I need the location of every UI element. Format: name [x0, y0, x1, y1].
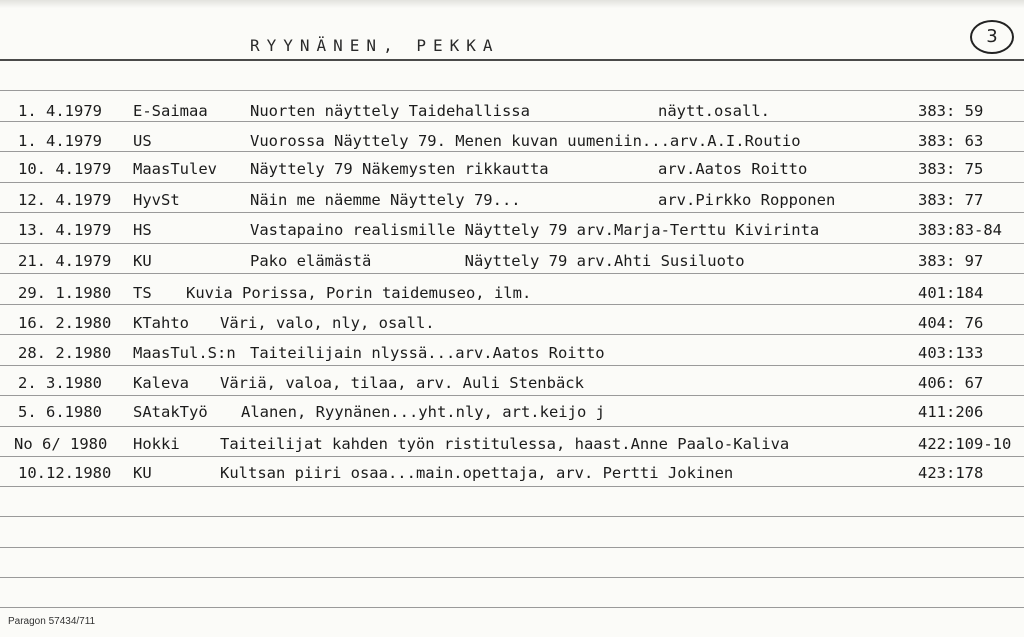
- entry-date: 16. 2.1980: [18, 314, 112, 332]
- entry-title: Taiteilijain nlyssä...arv.Aatos Roitto: [250, 344, 605, 362]
- entry-ref: 406: 67: [918, 374, 984, 392]
- entry-title: Kuvia Porissa, Porin taidemuseo, ilm.: [186, 284, 532, 302]
- entry-source: Hokki: [133, 435, 180, 453]
- entry-row: [0, 458, 1024, 488]
- entry-title: Väriä, valoa, tilaa, arv. Auli Stenbäck: [220, 374, 584, 392]
- entry-date: 12. 4.1979: [18, 191, 112, 209]
- entry-row: [0, 246, 1024, 276]
- entry-row: [0, 308, 1024, 338]
- entry-row: [0, 185, 1024, 215]
- entry-source: TS: [133, 284, 152, 302]
- entry-ref: 383: 97: [918, 252, 984, 270]
- entry-row: [0, 368, 1024, 398]
- card-header-name: RYYNÄNEN, PEKKA: [250, 36, 500, 55]
- entry-source: MaasTul.S:n: [133, 344, 236, 362]
- entry-ref: 383: 75: [918, 160, 984, 178]
- entry-date: 5. 6.1980: [18, 403, 102, 421]
- entry-row: [0, 338, 1024, 368]
- entry-date: 21. 4.1979: [18, 252, 112, 270]
- rule-line: [0, 516, 1024, 517]
- entry-title: Näin me näemme Näyttely 79...: [250, 191, 521, 209]
- entry-ref: 423:178: [918, 464, 984, 482]
- entry-ref: 401:184: [918, 284, 984, 302]
- entry-source: Kaleva: [133, 374, 189, 392]
- form-code: Paragon 57434/711: [8, 616, 96, 627]
- entry-title: Näyttely 79 Näkemysten rikkautta: [250, 160, 549, 178]
- entry-ref: 383: 77: [918, 191, 984, 209]
- entry-title: Taiteilijat kahden työn ristitulessa, haast.Anne Paalo-Kaliva: [220, 435, 790, 453]
- entry-title: Vastapaino realismille Näyttely 79 arv.Marja-Terttu Kivirinta: [250, 221, 820, 239]
- entry-source: KU: [133, 252, 152, 270]
- entry-source: MaasTulev: [133, 160, 217, 178]
- entry-date: 13. 4.1979: [18, 221, 112, 239]
- rule-line: [0, 607, 1024, 608]
- entry-title: Alanen, Ryynänen...yht.nly, art.keijo j: [241, 403, 605, 421]
- entry-note: arv.Pirkko Ropponen: [658, 191, 836, 209]
- entry-source: US: [133, 132, 152, 150]
- entry-source: HS: [133, 221, 152, 239]
- header-rule: [0, 59, 1024, 61]
- entry-ref: 422:109-10: [918, 435, 1012, 453]
- entry-note: arv.Aatos Roitto: [658, 160, 808, 178]
- entry-note: näytt.osall.: [658, 102, 770, 120]
- entry-date: 2. 3.1980: [18, 374, 102, 392]
- entry-title: Vuorossa Näyttely 79. Menen kuvan uumeniin...arv.A.I.Routio: [250, 132, 801, 150]
- rule-line: [0, 547, 1024, 548]
- entry-date: 28. 2.1980: [18, 344, 112, 362]
- card-number-circle: 3: [970, 20, 1014, 54]
- entry-date: 10. 4.1979: [18, 160, 112, 178]
- entry-source: HyvSt: [133, 191, 180, 209]
- entry-ref: 383:83-84: [918, 221, 1002, 239]
- entry-ref: 383: 63: [918, 132, 984, 150]
- entry-title: Kultsan piiri osaa...main.opettaja, arv. Pertti Jokinen: [220, 464, 734, 482]
- entry-title: Pako elämästä Näyttely 79 arv.Ahti Susiluoto: [250, 252, 745, 270]
- entry-source: KU: [133, 464, 152, 482]
- entry-row: [0, 278, 1024, 308]
- entry-source: SAtakTyö: [133, 403, 208, 421]
- entry-date: 1. 4.1979: [18, 132, 102, 150]
- entry-date: 29. 1.1980: [18, 284, 112, 302]
- entry-source: KTahto: [133, 314, 189, 332]
- entry-ref: 411:206: [918, 403, 984, 421]
- entry-row: [0, 126, 1024, 156]
- entry-ref: 383: 59: [918, 102, 984, 120]
- entry-ref: 403:133: [918, 344, 984, 362]
- entry-source: E-Saimaa: [133, 102, 208, 120]
- entry-row: [0, 429, 1024, 459]
- entry-date: 10.12.1980: [18, 464, 112, 482]
- entry-date: No 6/ 1980: [14, 435, 108, 453]
- entry-row: [0, 397, 1024, 427]
- entry-row: [0, 215, 1024, 245]
- entry-title: Väri, valo, nly, osall.: [220, 314, 435, 332]
- rule-line: [0, 577, 1024, 578]
- entry-row: [0, 154, 1024, 184]
- entry-date: 1. 4.1979: [18, 102, 102, 120]
- rule-line: [0, 90, 1024, 91]
- entry-ref: 404: 76: [918, 314, 984, 332]
- entry-title: Nuorten näyttely Taidehallissa: [250, 102, 530, 120]
- card-top-edge: [0, 0, 1024, 8]
- entry-row: [0, 96, 1024, 126]
